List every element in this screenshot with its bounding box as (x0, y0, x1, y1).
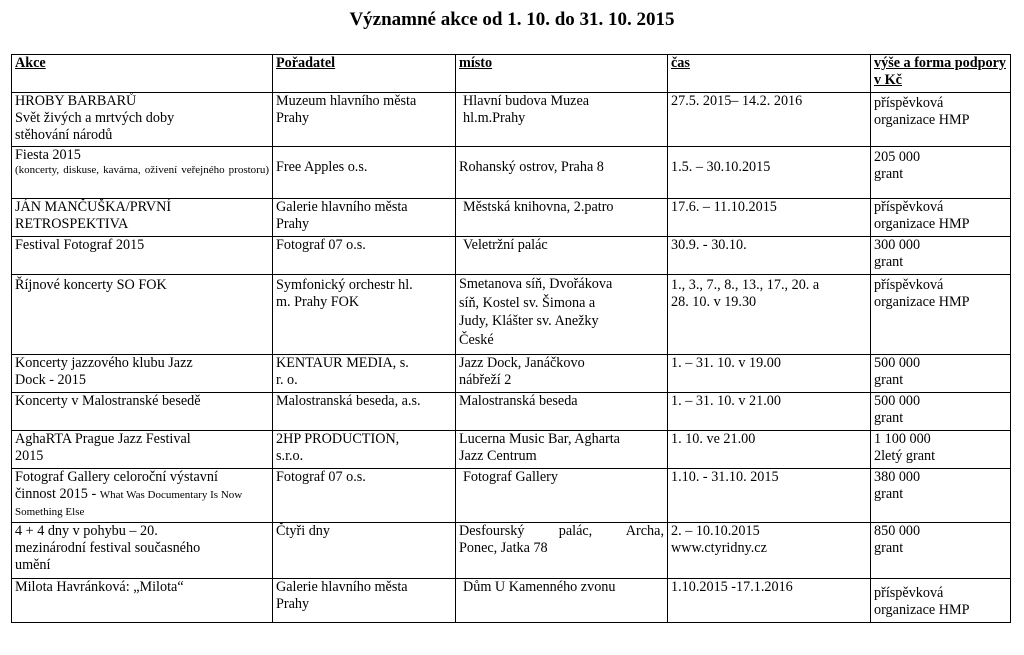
cell-cas: 1. – 31. 10. v 21.00 (668, 393, 871, 431)
cell-misto: Desfourský palác, Archa, Ponec, Jatka 78 (456, 523, 668, 579)
table-row (12, 275, 1011, 355)
table-row (12, 237, 1011, 275)
cell-akce: HROBY BARBARŮ Svět živých a mrtvých doby stěhování národů (12, 93, 273, 147)
cell-podpora: příspěvková organizace HMP (871, 93, 1011, 147)
cell-misto: Lucerna Music Bar, Agharta Jazz Centrum (456, 431, 668, 469)
cell-cas: 17.6. – 11.10.2015 (668, 199, 871, 237)
cell-cas: 27.5. 2015– 14.2. 2016 (668, 93, 871, 147)
cell-akce: JÁN MANČUŠKA/PRVNÍ RETROSPEKTIVA (12, 199, 273, 237)
cell-akce: Milota Havránková: „Milota“ (12, 579, 273, 623)
cell-podpora: příspěvková organizace HMP (871, 579, 1011, 623)
table-row (12, 431, 1011, 469)
cell-podpora: 500 000 grant (871, 393, 1011, 431)
cell-cas: 2. – 10.10.2015 www.ctyridny.cz (668, 523, 871, 579)
cell-akce: Festival Fotograf 2015 (12, 237, 273, 275)
table-row (12, 147, 1011, 199)
cell-poradatel: Čtyři dny (273, 523, 456, 579)
cell-poradatel: Muzeum hlavního města Prahy (273, 93, 456, 147)
cell-poradatel: Symfonický orchestr hl. m. Prahy FOK (273, 275, 456, 355)
cell-cas: 1. – 31. 10. v 19.00 (668, 355, 871, 393)
cell-podpora: příspěvková organizace HMP (871, 199, 1011, 237)
cell-misto: Smetanova síň, Dvořákova síň, Kostel sv. Šimona a Judy, Klášter sv. Anežky České (456, 275, 668, 355)
cell-misto: Hlavní budova Muzea hl.m.Prahy (456, 93, 668, 147)
cell-podpora: 850 000 grant (871, 523, 1011, 579)
table-row (12, 579, 1011, 623)
cell-cas: 1.10. - 31.10. 2015 (668, 469, 871, 523)
cell-akce: AghaRTA Prague Jazz Festival 2015 (12, 431, 273, 469)
table-header-row (12, 55, 1011, 93)
cell-poradatel: Galerie hlavního města Prahy (273, 579, 456, 623)
cell-cas: 1.10.2015 -17.1.2016 (668, 579, 871, 623)
cell-akce: Fiesta 2015 (koncerty, diskuse, kavárna, oživení veřejného prostoru) (12, 147, 273, 199)
cell-misto: Jazz Dock, Janáčkovo nábřeží 2 (456, 355, 668, 393)
cell-misto: Městská knihovna, 2.patro (456, 199, 668, 237)
cell-akce: Říjnové koncerty SO FOK (12, 275, 273, 355)
table-row (12, 93, 1011, 147)
cell-misto: Rohanský ostrov, Praha 8 (456, 147, 668, 199)
cell-poradatel: Galerie hlavního města Prahy (273, 199, 456, 237)
cell-poradatel: Fotograf 07 o.s. (273, 469, 456, 523)
cell-podpora: 500 000 grant (871, 355, 1011, 393)
cell-cas: 1. 10. ve 21.00 (668, 431, 871, 469)
cell-misto: Fotograf Gallery (456, 469, 668, 523)
cell-cas: 30.9. - 30.10. (668, 237, 871, 275)
table-row (12, 199, 1011, 237)
cell-poradatel: Fotograf 07 o.s. (273, 237, 456, 275)
table-row (12, 523, 1011, 579)
cell-podpora: 300 000 grant (871, 237, 1011, 275)
column-header-akce: Akce (12, 55, 273, 93)
page-title: Významné akce od 1. 10. do 31. 10. 2015 (349, 9, 675, 30)
cell-akce: Koncerty v Malostranské besedě (12, 393, 273, 431)
cell-cas: 1., 3., 7., 8., 13., 17., 20. a 28. 10. v 19.30 (668, 275, 871, 355)
cell-poradatel: Malostranská beseda, a.s. (273, 393, 456, 431)
cell-akce: 4 + 4 dny v pohybu – 20. mezinárodní festival současného umění (12, 523, 273, 579)
column-header-podpora: výše a forma podpory v Kč (871, 55, 1011, 93)
cell-misto: Malostranská beseda (456, 393, 668, 431)
cell-akce: Fotograf Gallery celoroční výstavní činnost 2015 - What Was Documentary Is Now Something Else (12, 469, 273, 523)
cell-akce: Koncerty jazzového klubu Jazz Dock - 2015 (12, 355, 273, 393)
column-header-cas: čas (668, 55, 871, 93)
cell-poradatel: KENTAUR MEDIA, s. r. o. (273, 355, 456, 393)
cell-poradatel: Free Apples o.s. (273, 147, 456, 199)
cell-poradatel: 2HP PRODUCTION, s.r.o. (273, 431, 456, 469)
table-row (12, 355, 1011, 393)
table-row (12, 469, 1011, 523)
table-row (12, 393, 1011, 431)
cell-podpora: 205 000 grant (871, 147, 1011, 199)
column-header-misto: místo (456, 55, 668, 93)
cell-cas: 1.5. – 30.10.2015 (668, 147, 871, 199)
cell-misto: Veletržní palác (456, 237, 668, 275)
events-table (11, 54, 1011, 623)
cell-podpora: příspěvková organizace HMP (871, 275, 1011, 355)
cell-podpora: 1 100 000 2letý grant (871, 431, 1011, 469)
column-header-poradatel: Pořadatel (273, 55, 456, 93)
cell-podpora: 380 000 grant (871, 469, 1011, 523)
cell-misto: Dům U Kamenného zvonu (456, 579, 668, 623)
